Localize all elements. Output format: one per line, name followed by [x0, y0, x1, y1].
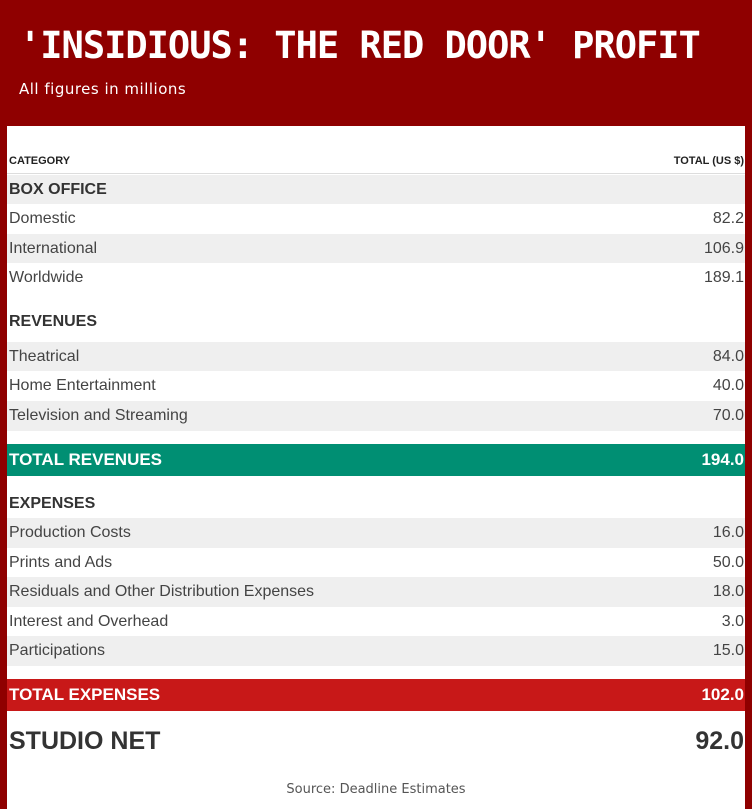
row-label: Residuals and Other Distribution Expenses [9, 583, 315, 600]
header [4, 6, 748, 124]
table-row [7, 518, 745, 548]
section-revenues [7, 307, 745, 337]
total-expenses-row [7, 679, 745, 711]
studio-net-row [7, 723, 745, 759]
subtitle: All figures in millions [19, 80, 187, 98]
row-value: 189.1 [703, 269, 744, 286]
row-value: 18.0 [712, 583, 744, 600]
row-value: 82.2 [712, 210, 744, 227]
row-label: Production Costs [9, 524, 131, 541]
studio-net-value: 92.0 [695, 726, 744, 755]
table-row [7, 577, 745, 607]
table-row [7, 371, 745, 401]
row-label: Worldwide [9, 269, 84, 286]
page-title: 'INSIDIOUS: THE RED DOOR' PROFIT [19, 24, 700, 67]
table-row [7, 636, 745, 666]
total-expenses-label: TOTAL EXPENSES [9, 685, 161, 704]
total-expenses-value: 102.0 [701, 685, 744, 704]
section-label: REVENUES [9, 313, 98, 330]
row-value: 3.0 [721, 612, 744, 630]
infographic-frame [4, 6, 748, 809]
row-value: 106.9 [703, 239, 744, 257]
row-label: Domestic [9, 210, 76, 227]
source-note: Source: Deadline Estimates [286, 782, 466, 797]
table-row [7, 401, 745, 431]
section-label: BOX OFFICE [9, 180, 107, 198]
total-revenues-row [7, 444, 745, 476]
row-value: 40.0 [712, 377, 744, 394]
studio-net-label: STUDIO NET [9, 726, 161, 755]
row-label: Television and Streaming [9, 407, 188, 424]
row-label: Participations [9, 642, 106, 659]
row-value: 84.0 [712, 347, 744, 365]
section-expenses [7, 489, 745, 518]
total-revenues-label: TOTAL REVENUES [9, 450, 163, 469]
column-header-category: CATEGORY [9, 154, 71, 167]
table-row [7, 342, 745, 371]
table-row [7, 234, 745, 263]
section-box-office [7, 175, 745, 204]
row-label: Interest and Overhead [9, 612, 169, 630]
row-value: 70.0 [712, 407, 744, 424]
total-revenues-value: 194.0 [701, 450, 744, 469]
row-label: Home Entertainment [9, 377, 156, 394]
table-row [7, 263, 745, 293]
table-row [7, 548, 745, 577]
column-header-total: TOTAL (US $) [673, 154, 744, 167]
row-value: 16.0 [712, 524, 744, 541]
table-header-row [7, 148, 745, 174]
section-label: EXPENSES [9, 494, 96, 512]
row-label: Prints and Ads [9, 553, 113, 571]
row-label: International [9, 239, 98, 257]
row-label: Theatrical [9, 347, 80, 365]
table-row [7, 204, 745, 234]
row-value: 15.0 [712, 642, 744, 659]
profit-table [7, 126, 745, 809]
table-row [7, 607, 745, 636]
row-value: 50.0 [712, 553, 744, 571]
